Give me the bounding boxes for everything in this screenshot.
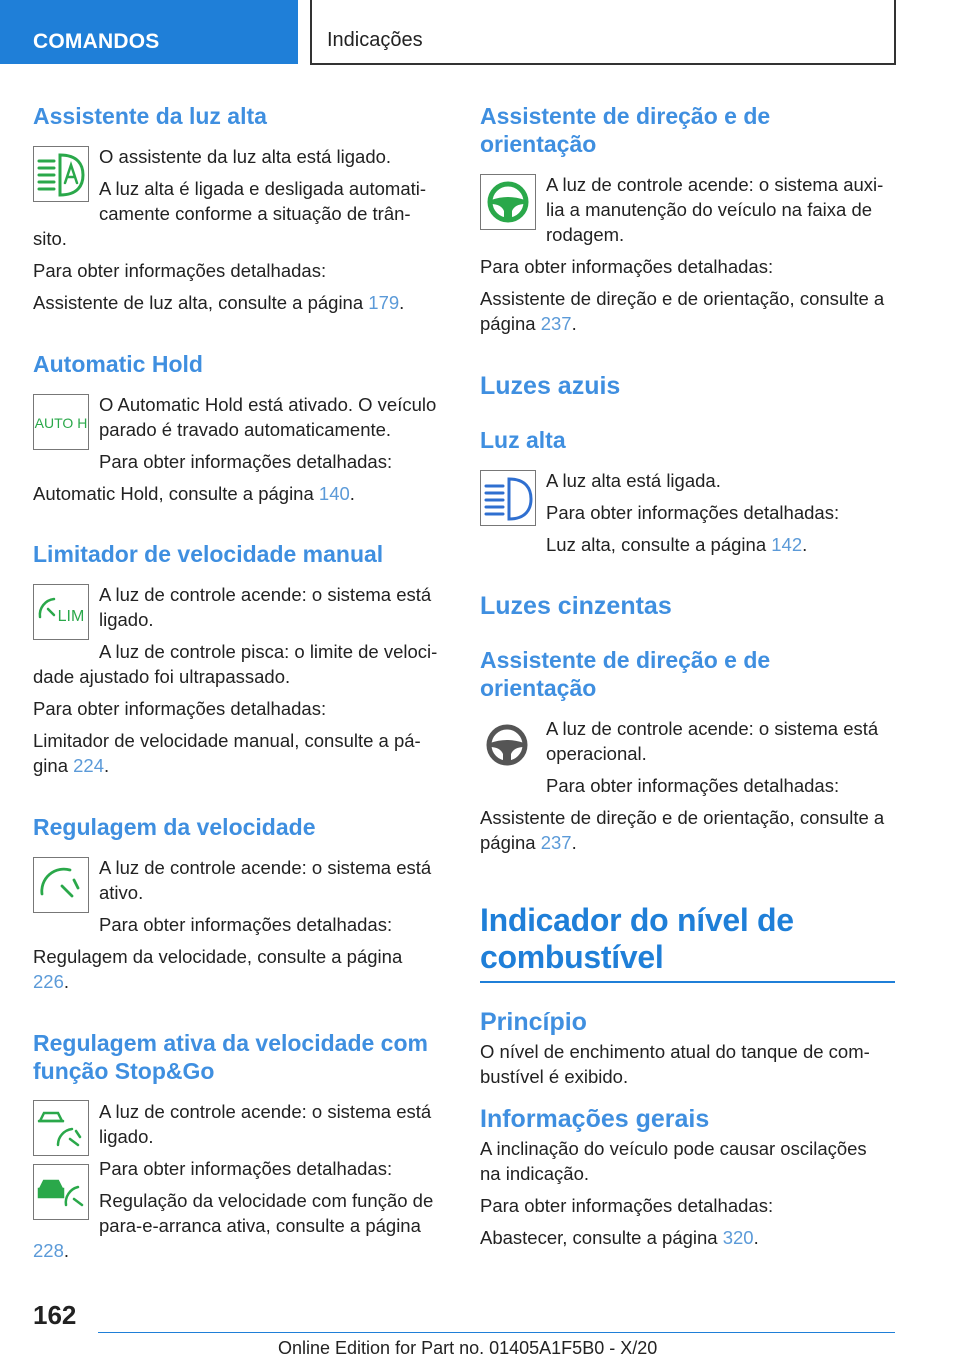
active-cruise-title-2: função Stop&Go — [33, 1058, 215, 1084]
high-beam-assistant-title: Assistente da luz alta — [33, 103, 267, 129]
steering-assistant-active-block — [480, 102, 898, 336]
high-beam-assistant-icon — [33, 146, 89, 202]
auto-hold-text-1a: O Automatic Hold está ativado. O veículo — [99, 394, 437, 415]
page-link-228[interactable]: 228 — [33, 1240, 64, 1261]
cruise-control-title: Regulagem da velocidade — [33, 814, 316, 840]
blue-high-beam-text-1: A luz alta está ligada. — [546, 470, 721, 491]
fuel-gauge-title-2: combustível — [480, 939, 664, 975]
svg-text:LIM: LIM — [57, 608, 85, 625]
chapter-title: Indicações — [327, 29, 423, 51]
page-link-237-b[interactable]: 237 — [540, 832, 572, 853]
active-cruise-block — [33, 1029, 451, 1263]
cruise-control-block — [33, 813, 451, 994]
steer-green-text-2: Para obter informações detalhadas: — [480, 256, 774, 277]
steer-grey-text-3a: Assistente de direção e de orientação, consulte a — [480, 807, 885, 828]
high-beam-text-2b: camente conforme a situação de trân- — [99, 203, 411, 224]
automatic-hold-block — [33, 350, 451, 506]
page-link-237[interactable]: 237 — [540, 313, 572, 334]
steer-grey-ref: página 237. — [480, 832, 577, 853]
steer-green-text-1a: A luz de controle acende: o sistema auxi- — [546, 174, 884, 195]
high-beam-text-2c: sito. — [33, 228, 67, 249]
principle-title: Princípio — [480, 1008, 587, 1036]
limiter-text-1a: A luz de controle acende: o sistema está — [99, 584, 432, 605]
auto-hold-text-1b: parado é travado automaticamente. — [99, 419, 392, 440]
limiter-text-1b: ligado. — [99, 609, 154, 630]
limiter-text-3: Para obter informações detalhadas: — [33, 698, 327, 719]
steer-green-text-1b: lia a manutenção do veículo na faixa de — [546, 199, 873, 220]
footer-rule — [98, 1332, 895, 1333]
auto-hold-text-2: Para obter informações detalhadas: — [99, 451, 393, 472]
section-tab — [0, 0, 298, 64]
principle-text-a: O nível de enchimento atual do tanque de com- — [480, 1041, 870, 1062]
high-beam-title: Luz alta — [480, 427, 566, 453]
speed-limiter-block — [33, 540, 451, 778]
limiter-ref: gina 224. — [33, 755, 110, 776]
cruise-text-1a: A luz de controle acende: o sistema está — [99, 857, 432, 878]
automatic-hold-title: Automatic Hold — [33, 351, 203, 377]
speed-limiter-icon — [33, 584, 89, 640]
blue-high-beam-ref: Luz alta, consulte a página 142. — [546, 534, 808, 555]
steering-assistant-title-2: orientação — [480, 131, 597, 157]
chapter-tab — [310, 0, 896, 65]
footer-edition: Online Edition for Part no. 01405A1F5B0 - X/20 — [278, 1338, 658, 1358]
active-cruise-title-1: Regulagem ativa da velocidade com — [33, 1030, 428, 1056]
grey-lights-block — [480, 592, 898, 855]
high-beam-blue-icon — [480, 470, 536, 526]
steer-green-text-3a: Assistente de direção e de orientação, consulte a — [480, 288, 885, 309]
active-cruise-text-1a: A luz de controle acende: o sistema está — [99, 1101, 432, 1122]
blue-lights-section: Luzes azuis — [480, 372, 621, 400]
high-beam-text-3: Para obter informações detalhadas: — [33, 260, 327, 281]
page-number: 162 — [33, 1300, 77, 1330]
page-link-142[interactable]: 142 — [771, 534, 803, 555]
high-beam-ref: Assistente de luz alta, consulte a página 179. — [33, 292, 405, 313]
cruise-control-icon — [33, 857, 89, 913]
general-text-a: A inclinação do veículo pode causar oscilações — [480, 1138, 867, 1159]
section-title: COMANDOS — [33, 30, 160, 53]
general-text-c: Para obter informações detalhadas: — [480, 1195, 774, 1216]
high-beam-text-1: O assistente da luz alta está ligado. — [99, 146, 392, 167]
page-link-226[interactable]: 226 — [33, 971, 64, 992]
high-beam-assistant-block — [33, 102, 451, 315]
auto-hold-ref: Automatic Hold, consulte a página 140. — [33, 483, 355, 504]
steer-green-ref: página 237. — [480, 313, 577, 334]
active-cruise-text-3b: para-e-arranca ativa, consulte a página — [99, 1215, 421, 1236]
fuel-gauge-title-1: Indicador do nível de — [480, 902, 794, 938]
blue-high-beam-text-2: Para obter informações detalhadas: — [546, 502, 840, 523]
page-link-320[interactable]: 320 — [722, 1227, 754, 1248]
active-cruise-vehicle-icon — [33, 1164, 89, 1220]
active-cruise-icon — [33, 1100, 89, 1156]
page-link-179[interactable]: 179 — [368, 292, 400, 313]
page-link-140[interactable]: 140 — [318, 483, 350, 504]
active-cruise-text-2: Para obter informações detalhadas: — [99, 1158, 393, 1179]
general-text-b: na indicação. — [480, 1163, 590, 1184]
active-cruise-text-1b: ligado. — [99, 1126, 154, 1147]
high-beam-text-2a: A luz alta é ligada e desligada automati- — [99, 178, 427, 199]
refuel-ref: Abastecer, consulte a página 320. — [480, 1227, 759, 1248]
principle-text-b: bustível é exibido. — [480, 1066, 629, 1087]
cruise-text-2: Para obter informações detalhadas: — [99, 914, 393, 935]
steer-green-text-1c: rodagem. — [546, 224, 625, 245]
steering-standby-title-1: Assistente de direção e de — [480, 647, 771, 673]
section-divider — [480, 981, 895, 983]
general-info-title: Informações gerais — [480, 1105, 710, 1133]
svg-text:AUTO H: AUTO H — [34, 415, 88, 431]
active-cruise-ref: 228. — [33, 1240, 70, 1261]
steering-standby-title-2: orientação — [480, 675, 597, 701]
blue-lights-block — [480, 372, 898, 557]
speed-limiter-title: Limitador de velocidade manual — [33, 541, 384, 567]
steering-wheel-green-icon — [480, 174, 536, 230]
cruise-ref: 226. — [33, 971, 70, 992]
steer-grey-text-1a: A luz de controle acende: o sistema está — [546, 718, 879, 739]
steer-grey-text-2: Para obter informações detalhadas: — [546, 775, 840, 796]
limiter-text-2b: dade ajustado foi ultrapassado. — [33, 666, 291, 687]
fuel-gauge-block — [480, 902, 898, 1250]
steer-grey-text-1b: operacional. — [546, 743, 647, 764]
auto-hold-icon — [33, 394, 89, 450]
page-link-224[interactable]: 224 — [73, 755, 104, 776]
cruise-text-1b: ativo. — [99, 882, 144, 903]
active-cruise-text-3a: Regulação da velocidade com função de — [99, 1190, 434, 1211]
steering-assistant-title-1: Assistente de direção e de — [480, 103, 771, 129]
limiter-text-2a: A luz de controle pisca: o limite de veloci- — [99, 641, 438, 662]
limiter-text-4a: Limitador de velocidade manual, consulte a pá- — [33, 730, 421, 751]
steering-wheel-grey-icon — [480, 718, 536, 774]
cruise-text-3: Regulagem da velocidade, consulte a página — [33, 946, 403, 967]
grey-lights-section: Luzes cinzentas — [480, 592, 672, 620]
